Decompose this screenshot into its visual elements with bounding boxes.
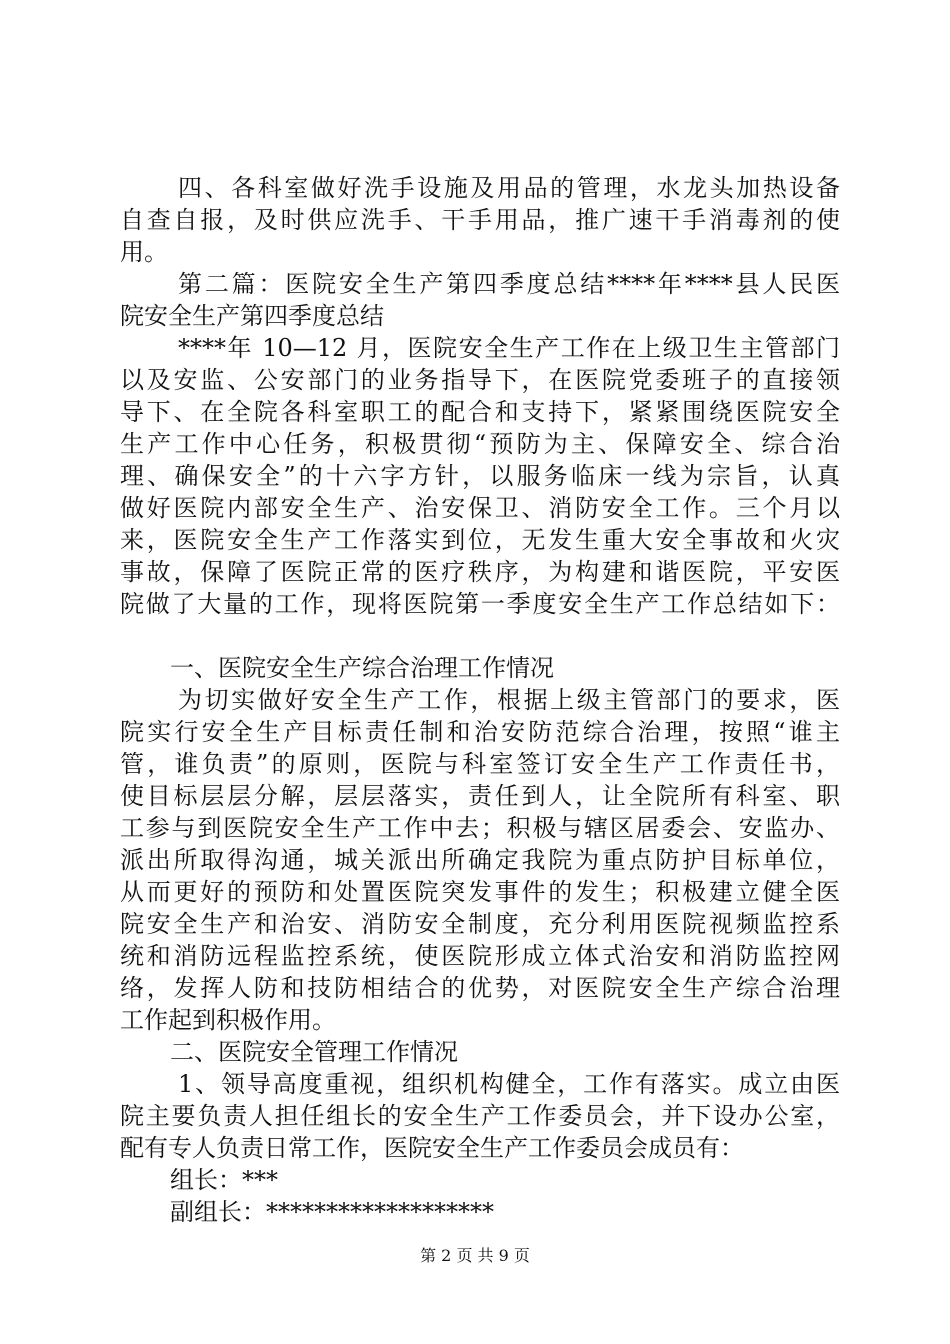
- paragraph-line: 从而更好的预防和处置医院突发事件的发生；积极建立健全医: [120, 878, 840, 906]
- section-heading-line: 院安全生产第四季度总结: [120, 302, 384, 330]
- paragraph-line: 工作起到积极作用。: [120, 1006, 336, 1034]
- paragraph-line: 来，医院安全生产工作落实到位，无发生重大安全事故和火灾: [120, 526, 840, 554]
- page-number-footer: 第 2 页 共 9 页: [420, 1246, 530, 1265]
- paragraph-line: 院做了大量的工作，现将医院第一季度安全生产工作总结如下：: [120, 590, 840, 618]
- paragraph-line: 用。: [120, 238, 168, 266]
- member-line-deputy-leader: 副组长：*******************: [170, 1198, 494, 1226]
- paragraph-line: 配有专人负责日常工作，医院安全生产工作委员会成员有：: [120, 1134, 744, 1162]
- paragraph-line: 使目标层层分解，层层落实，责任到人，让全院所有科室、职: [120, 782, 840, 810]
- paragraph-line: 院主要负责人担任组长的安全生产工作委员会，并下设办公室，: [120, 1102, 840, 1130]
- paragraph-line: 做好医院内部安全生产、治安保卫、消防安全工作。三个月以: [120, 494, 840, 522]
- document-body: [120, 172, 840, 1228]
- paragraph-line: 院安全生产和治安、消防安全制度，充分利用医院视频监控系: [120, 910, 840, 938]
- blank-line: [120, 620, 840, 652]
- paragraph-line: ****年 10—12 月，医院安全生产工作在上级卫生主管部门: [178, 334, 840, 362]
- paragraph-line: 院实行安全生产目标责任制和治安防范综合治理，按照“谁主: [120, 718, 840, 746]
- paragraph-line: 派出所取得沟通，城关派出所确定我院为重点防护目标单位，: [120, 846, 840, 874]
- paragraph-line: 四、各科室做好洗手设施及用品的管理，水龙头加热设备: [178, 174, 840, 202]
- paragraph-line: 以及安监、公安部门的业务指导下，在医院党委班子的直接领: [120, 366, 840, 394]
- paragraph-line: 导下、在全院各科室职工的配合和支持下，紧紧围绕医院安全: [120, 398, 840, 426]
- paragraph-line: 自查自报，及时供应洗手、干手用品，推广速干手消毒剂的使: [120, 206, 840, 234]
- paragraph-line: 为切实做好安全生产工作，根据上级主管部门的要求，医: [178, 686, 840, 714]
- paragraph-line: 络，发挥人防和技防相结合的优势，对医院安全生产综合治理: [120, 974, 840, 1002]
- section-heading: 一、医院安全生产综合治理工作情况: [170, 654, 554, 682]
- section-heading: 二、医院安全管理工作情况: [170, 1038, 458, 1066]
- section-heading-line: 第二篇：医院安全生产第四季度总结****年****县人民医: [178, 270, 840, 298]
- paragraph-line: 理、确保安全”的十六字方针，以服务临床一线为宗旨，认真: [120, 462, 840, 490]
- paragraph-line: 事故，保障了医院正常的医疗秩序，为构建和谐医院，平安医: [120, 558, 840, 586]
- paragraph-line: 生产工作中心任务，积极贯彻“预防为主、保障安全、综合治: [120, 430, 840, 458]
- member-line-leader: 组长：***: [170, 1166, 278, 1194]
- paragraph-line: 管，谁负责”的原则，医院与科室签订安全生产工作责任书，: [120, 750, 840, 778]
- paragraph-line: 统和消防远程监控系统，使医院形成立体式治安和消防监控网: [120, 942, 840, 970]
- paragraph-line: 1、领导高度重视，组织机构健全，工作有落实。成立由医: [178, 1070, 840, 1098]
- paragraph-line: 工参与到医院安全生产工作中去；积极与辖区居委会、安监办、: [120, 814, 840, 842]
